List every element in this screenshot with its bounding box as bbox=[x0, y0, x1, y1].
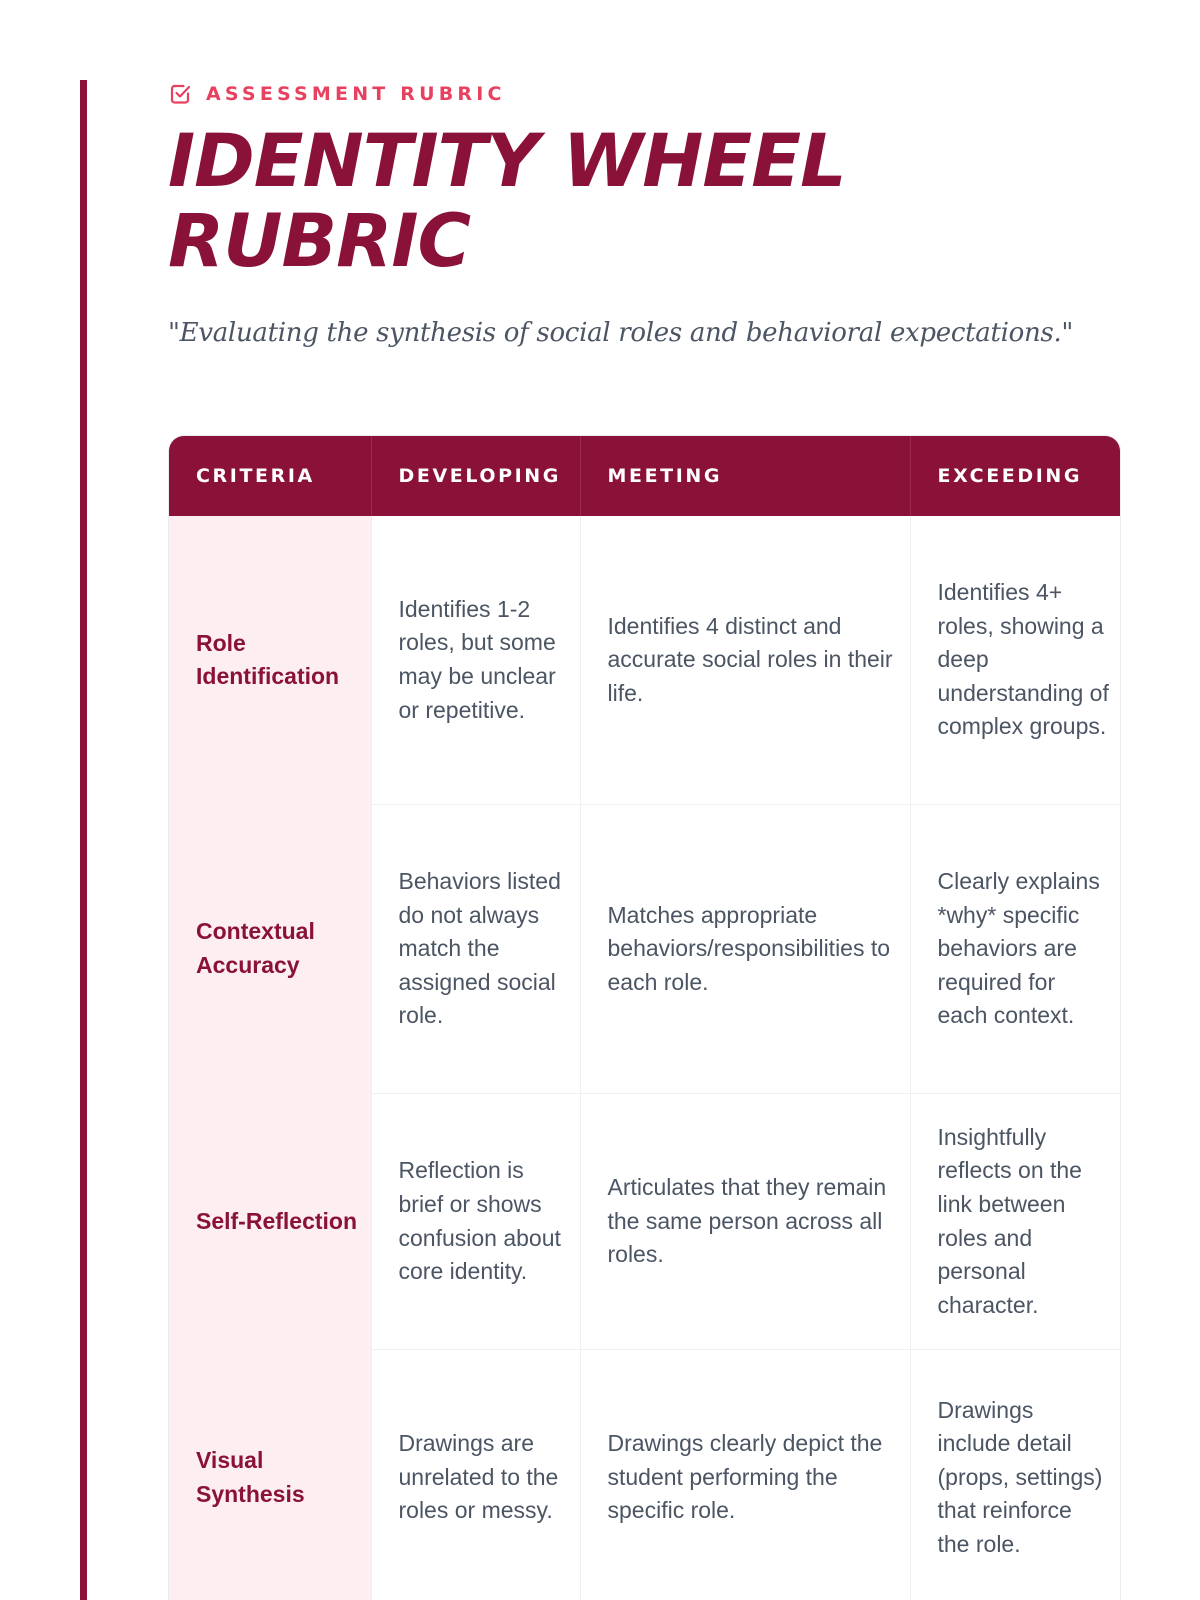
eyebrow bbox=[168, 80, 1128, 108]
developing-cell: Drawings are unrelated to the roles or messy. bbox=[371, 1350, 580, 1600]
meeting-cell: Drawings clearly depict the student performing the specific role. bbox=[580, 1350, 910, 1600]
column-header-criteria: CRITERIA bbox=[169, 436, 371, 516]
table-row bbox=[169, 805, 1120, 1094]
column-header-exceeding: EXCEEDING bbox=[910, 436, 1120, 516]
criteria-cell: Self-Reflection bbox=[169, 1094, 371, 1350]
exceeding-cell: Drawings include detail (props, settings) that reinforce the role. bbox=[910, 1350, 1120, 1600]
meeting-cell: Identifies 4 distinct and accurate social roles in their life. bbox=[580, 516, 910, 805]
column-header-meeting: MEETING bbox=[580, 436, 910, 516]
meeting-cell: Articulates that they remain the same person across all roles. bbox=[580, 1094, 910, 1350]
table-row bbox=[169, 1350, 1120, 1600]
rubric-table bbox=[168, 435, 1121, 1600]
exceeding-cell: Clearly explains *why* specific behaviors are required for each context. bbox=[910, 805, 1120, 1094]
page-subtitle: "Evaluating the synthesis of social roles and behavioral expectations." bbox=[168, 318, 1074, 348]
table-row bbox=[169, 516, 1120, 805]
criteria-cell: Role Identification bbox=[169, 516, 371, 805]
column-header-developing: DEVELOPING bbox=[371, 436, 580, 516]
meeting-cell: Matches appropriate behaviors/responsibilities to each role. bbox=[580, 805, 910, 1094]
table-header-row bbox=[169, 436, 1120, 516]
left-accent-bar bbox=[80, 80, 87, 1600]
table-row bbox=[169, 1094, 1120, 1350]
criteria-cell: Visual Synthesis bbox=[169, 1350, 371, 1600]
developing-cell: Behaviors listed do not always match the assigned social role. bbox=[371, 805, 580, 1094]
eyebrow-label: ASSESSMENT RUBRIC bbox=[206, 83, 506, 105]
exceeding-cell: Insightfully reflects on the link between roles and personal character. bbox=[910, 1094, 1120, 1350]
page-title: IDENTITY WHEEL RUBRIC bbox=[168, 119, 846, 284]
criteria-cell: Contextual Accuracy bbox=[169, 805, 371, 1094]
developing-cell: Identifies 1-2 roles, but some may be unclear or repetitive. bbox=[371, 516, 580, 805]
exceeding-cell: Identifies 4+ roles, showing a deep understanding of complex groups. bbox=[910, 516, 1120, 805]
developing-cell: Reflection is brief or shows confusion about core identity. bbox=[371, 1094, 580, 1350]
checkbox-check-icon bbox=[168, 82, 192, 106]
page-header bbox=[168, 80, 1128, 348]
